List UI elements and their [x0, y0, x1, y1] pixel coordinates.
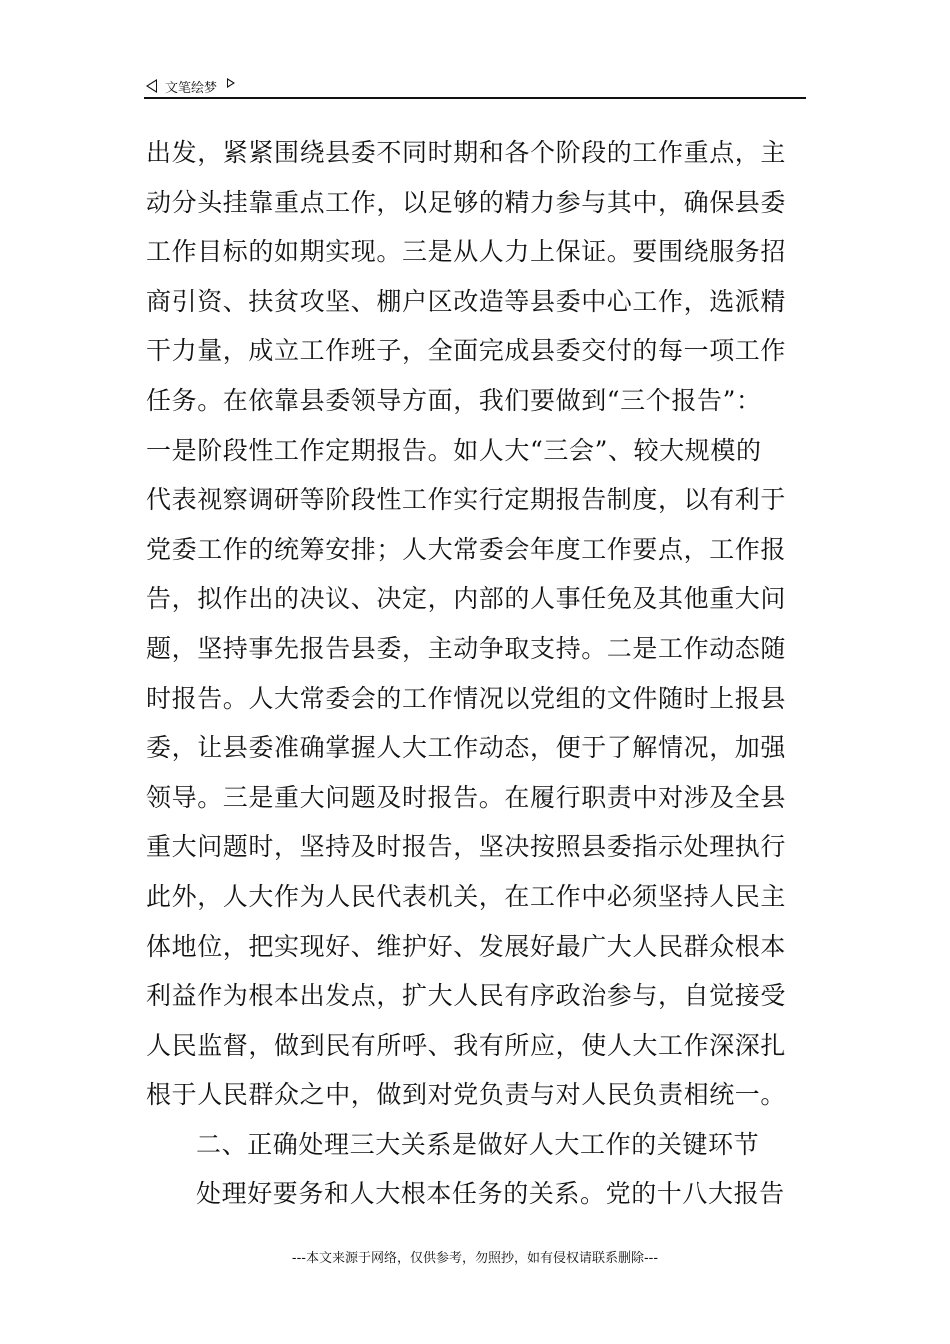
body-line: 利益作为根本出发点，扩大人民有序政治参与，自觉接受 — [146, 981, 787, 1011]
body-line: 根于人民群众之中，做到对党负责与对人民负责相统一。 — [146, 1080, 787, 1110]
body-line: 商引资、扶贫攻坚、棚户区改造等县委中心工作，选派精 — [146, 286, 787, 316]
body-line: 时报告。人大常委会的工作情况以党组的文件随时上报县 — [146, 683, 787, 713]
body-line: 出发，紧紧围绕县委不同时期和各个阶段的工作重点，主 — [146, 138, 787, 167]
body-line: 干力量，成立工作班子，全面完成县委交付的每一项工作 — [146, 336, 787, 366]
body-line: 题，坚持事先报告县委，主动争取支持。二是工作动态随 — [146, 633, 787, 663]
body-line: 告，拟作出的决议、决定，内部的人事任免及其他重大问 — [146, 584, 787, 614]
triangle-left-outline-icon — [146, 79, 157, 93]
body-line: 动分头挂靠重点工作，以足够的精力参与其中，确保县委 — [146, 187, 787, 217]
body-line: 委，让县委准确掌握人大工作动态，便于了解情况，加强 — [146, 733, 787, 763]
body-line: 党委工作的统筹安排；人大常委会年度工作要点，工作报 — [146, 534, 787, 564]
footer-notice: ---本文来源于网络，仅供参考，勿照抄，如有侵权请联系删除--- — [291, 1251, 659, 1266]
header-divider — [144, 97, 806, 99]
body-line: 人民监督，做到民有所呼、我有所应，使人大工作深深扎 — [146, 1030, 787, 1060]
body-line: 此外，人大作为人民代表机关，在工作中必须坚持人民主 — [146, 881, 787, 911]
body-line: 重大问题时，坚持及时报告，坚决按照县委指示处理执行 — [146, 832, 787, 862]
body-line: 体地位，把实现好、维护好、发展好最广大人民群众根本 — [146, 931, 787, 961]
document-body — [146, 128, 806, 1219]
body-line: 一是阶段性工作定期报告。如人大“三会”、较大规模的 — [146, 435, 762, 465]
page-header — [146, 74, 806, 98]
body-line: 领导。三是重大问题及时报告。在履行职责中对涉及全县 — [146, 782, 787, 812]
paragraph-start-line: 处理好要务和人大根本任务的关系。党的十八大报告 — [196, 1179, 785, 1209]
header-brand: 文笔绘梦 — [165, 80, 218, 96]
body-line: 代表视察调研等阶段性工作实行定期报告制度，以有利于 — [146, 485, 787, 515]
section-heading: 二、正确处理三大关系是做好人大工作的关键环节 — [196, 1129, 760, 1159]
body-line: 任务。在依靠县委领导方面，我们要做到“三个报告”： — [146, 385, 762, 415]
body-line: 工作目标的如期实现。三是从人力上保证。要围绕服务招 — [146, 237, 787, 267]
triangle-right-outline-icon — [227, 78, 235, 88]
